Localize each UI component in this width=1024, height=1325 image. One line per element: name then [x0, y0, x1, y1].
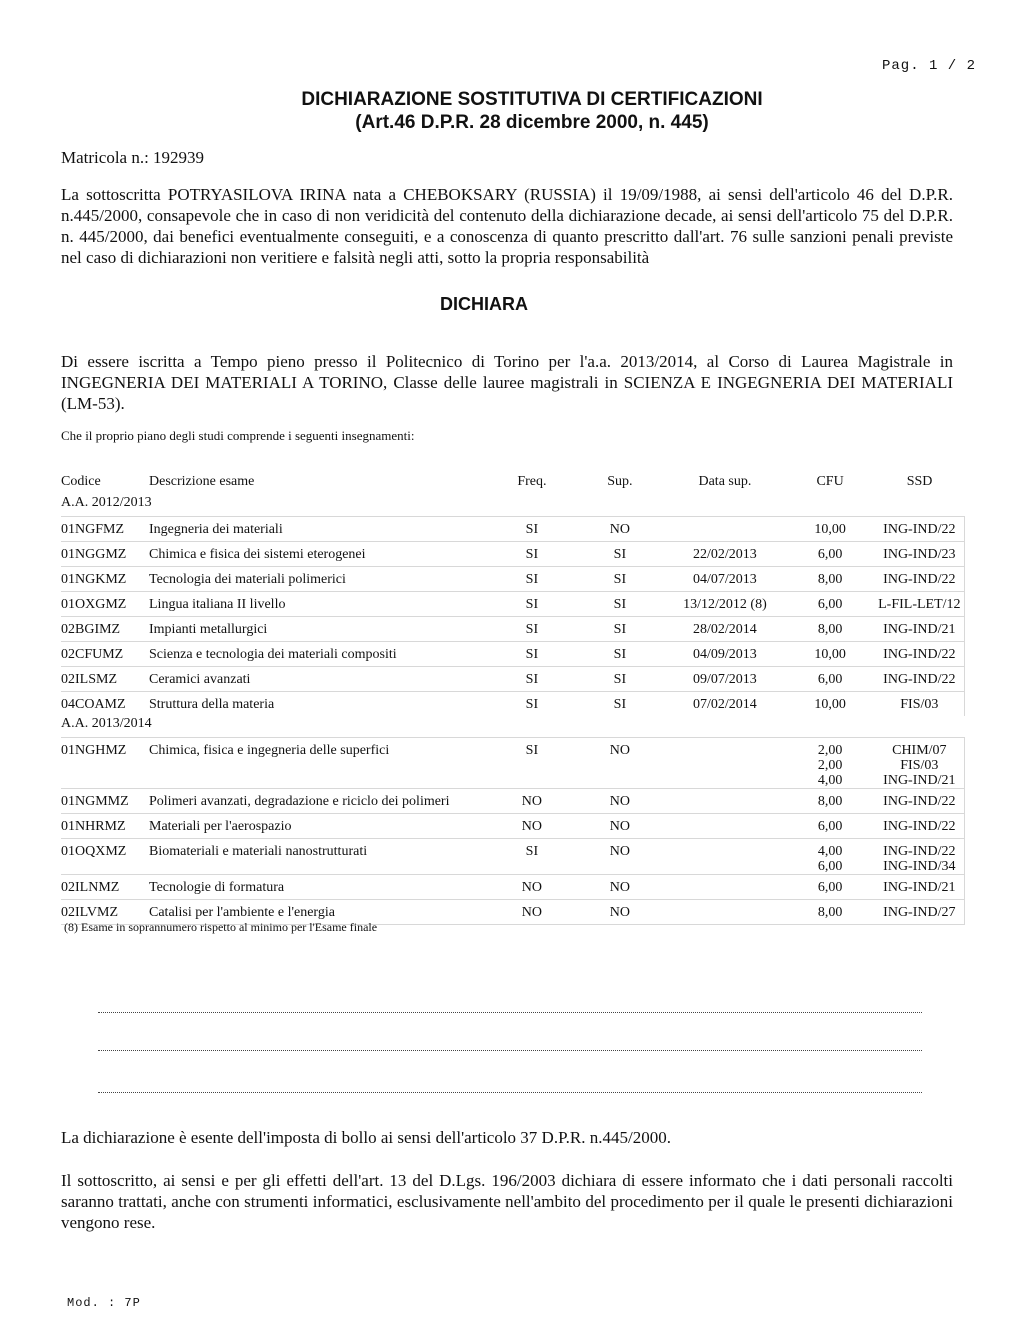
matricola-number: Matricola n.: 192939: [61, 148, 205, 167]
header-ssd: SSD: [906, 474, 933, 489]
title-line-1: DICHIARAZIONE SOSTITUTIVA DI CERTIFICAZIONI: [301, 89, 763, 110]
course-description: Biomateriali e materiali nanostrutturati: [149, 839, 488, 875]
course-frequency: SI: [488, 642, 575, 667]
ssd-value: L-FIL-LET/12: [878, 597, 961, 612]
course-ssd: [875, 592, 965, 617]
course-description: Struttura della materia: [149, 692, 488, 717]
course-ssd: [875, 567, 965, 592]
course-ssd: [875, 814, 965, 839]
academic-year-label: A.A. 2013/2014: [61, 716, 152, 731]
ssd-value: ING-IND/21: [883, 880, 956, 895]
course-ssd: [875, 642, 965, 667]
course-exam-date: 09/07/2013: [664, 667, 785, 692]
footnote: (8) Esame in soprannumero rispetto al minimo per l'Esame finale: [64, 920, 378, 934]
course-row: [61, 592, 965, 617]
academic-year-label: A.A. 2012/2013: [61, 495, 152, 510]
course-cfu: [786, 567, 875, 592]
ssd-value: ING-IND/27: [883, 905, 956, 920]
page-number: Pag. 1 / 2: [881, 58, 976, 74]
course-description: Materiali per l'aerospazio: [149, 814, 488, 839]
stamp-duty-exemption: La dichiarazione è esente dell'imposta di bollo ai sensi dell'articolo 37 D.P.R. n.445/2000.: [61, 1128, 671, 1147]
course-frequency: SI: [488, 592, 575, 617]
course-cfu: [786, 738, 875, 789]
course-ssd: [875, 517, 965, 542]
course-frequency: SI: [488, 692, 575, 717]
course-passed: SI: [575, 567, 664, 592]
cfu-value: 10,00: [814, 522, 846, 537]
cfu-value: 8,00: [817, 572, 843, 587]
course-ssd: [875, 667, 965, 692]
course-code: 02BGIMZ: [61, 617, 149, 642]
title-line-2: (Art.46 D.P.R. 28 dicembre 2000, n. 445): [355, 112, 709, 133]
course-row: [61, 617, 965, 642]
course-cfu: [786, 814, 875, 839]
course-ssd: [875, 542, 965, 567]
cfu-value: 6,00: [817, 819, 843, 834]
course-code: 01NGMMZ: [61, 789, 149, 814]
course-exam-date: 07/02/2014: [664, 692, 785, 717]
study-plan-intro: Che il proprio piano degli studi comprende i seguenti insegnamenti:: [61, 428, 415, 443]
course-code: 01NGKMZ: [61, 567, 149, 592]
course-exam-date: 04/09/2013: [664, 642, 785, 667]
module-code: Mod. : 7P: [67, 1296, 141, 1310]
cfu-value: 6,00: [817, 547, 843, 562]
course-exam-date: [664, 789, 785, 814]
course-row: [61, 517, 965, 542]
course-frequency: SI: [488, 667, 575, 692]
course-code: 01NGGMZ: [61, 542, 149, 567]
course-row: [61, 738, 965, 789]
course-row: [61, 814, 965, 839]
ssd-value: ING-IND/34: [883, 859, 956, 874]
course-row: [61, 875, 965, 900]
course-frequency: SI: [488, 517, 575, 542]
course-cfu: [786, 617, 875, 642]
course-ssd: [875, 900, 965, 925]
course-passed: NO: [575, 738, 664, 789]
declaration-paragraph: La sottoscritta POTRYASILOVA IRINA nata a CHEBOKSARY (RUSSIA) il 19/09/1988, ai sensi dell'articolo 46 del D.P.R. n.445/2000, consapevole che in caso di non veridicità del contenuto della dichiarazione decade, ai sensi dell'articolo 75 del D.P.R. n. 445/2000, dai benefici eventualmente conseguiti, e a conoscenza di quanto prescritto dall'art. 76 sulle sanzioni penali previste nel caso di dichiarazioni non veritiere e falsità negli atti, sotto la propria responsabilità: [61, 185, 953, 267]
course-cfu: [786, 642, 875, 667]
course-ssd: [875, 839, 965, 875]
course-exam-date: [664, 900, 785, 925]
course-passed: SI: [575, 542, 664, 567]
course-passed: NO: [575, 875, 664, 900]
course-description: Ceramici avanzati: [149, 667, 488, 692]
course-passed: NO: [575, 839, 664, 875]
cfu-value: 10,00: [814, 697, 846, 712]
course-frequency: NO: [488, 900, 575, 925]
course-frequency: NO: [488, 789, 575, 814]
course-cfu: [786, 692, 875, 717]
cfu-value: 6,00: [817, 880, 843, 895]
privacy-paragraph: Il sottoscritto, ai sensi e per gli effetti dell'art. 13 del D.Lgs. 196/2003 dichiara di essere informato che i dati personali raccolti saranno trattati, anche con strumenti informatici, esclusivamente nell'ambito del procedimento per il quale le presenti dichiarazioni vengono rese.: [61, 1171, 953, 1232]
course-exam-date: 22/02/2013: [664, 542, 785, 567]
cfu-value: 2,00: [817, 743, 843, 758]
course-exam-date: [664, 517, 785, 542]
ssd-value: ING-IND/21: [883, 622, 956, 637]
course-code: 04COAMZ: [61, 692, 149, 717]
courses-table: [61, 474, 965, 925]
header-cfu: CFU: [816, 474, 844, 489]
document-title: [0, 88, 1024, 134]
course-passed: NO: [575, 814, 664, 839]
course-code: 01OQXMZ: [61, 839, 149, 875]
cfu-value: 6,00: [817, 672, 843, 687]
courses-table-body: [61, 495, 965, 925]
course-code: 02ILVMZ: [61, 900, 149, 925]
course-description: Tecnologie di formatura: [149, 875, 488, 900]
course-exam-date: 04/07/2013: [664, 567, 785, 592]
cfu-value: 10,00: [814, 647, 846, 662]
course-ssd: [875, 875, 965, 900]
course-exam-date: [664, 875, 785, 900]
course-description: Ingegneria dei materiali: [149, 517, 488, 542]
course-description: Scienza e tecnologia dei materiali compositi: [149, 642, 488, 667]
signature-line-2: [98, 1050, 922, 1051]
course-frequency: SI: [488, 738, 575, 789]
course-exam-date: [664, 839, 785, 875]
header-description: Descrizione esame: [149, 474, 255, 489]
course-exam-date: [664, 814, 785, 839]
cfu-value: 2,00: [817, 758, 843, 773]
course-code: 02ILSMZ: [61, 667, 149, 692]
course-row: [61, 567, 965, 592]
course-cfu: [786, 592, 875, 617]
cfu-value: 4,00: [817, 844, 843, 859]
academic-year-row: [61, 495, 965, 517]
ssd-value: ING-IND/22: [883, 647, 956, 662]
course-exam-date: [664, 738, 785, 789]
course-passed: NO: [575, 789, 664, 814]
course-code: 01NHRMZ: [61, 814, 149, 839]
course-ssd: [875, 617, 965, 642]
course-description: Catalisi per l'ambiente e l'energia: [149, 900, 488, 925]
course-row: [61, 542, 965, 567]
course-frequency: SI: [488, 542, 575, 567]
header-frequency: Freq.: [517, 474, 547, 489]
course-cfu: [786, 667, 875, 692]
header-code: Codice: [61, 474, 101, 489]
ssd-value: ING-IND/21: [883, 773, 956, 788]
course-description: Polimeri avanzati, degradazione e riciclo dei polimeri: [149, 789, 488, 814]
course-description: Lingua italiana II livello: [149, 592, 488, 617]
course-cfu: [786, 542, 875, 567]
course-frequency: SI: [488, 567, 575, 592]
cfu-value: 4,00: [817, 773, 843, 788]
course-cfu: [786, 517, 875, 542]
academic-year-row: [61, 716, 965, 738]
signature-line-1: [98, 1012, 922, 1013]
ssd-value: ING-IND/22: [883, 794, 956, 809]
course-ssd: [875, 692, 965, 717]
course-frequency: NO: [488, 875, 575, 900]
course-row: [61, 667, 965, 692]
course-description: Chimica, fisica e ingegneria delle superfici: [149, 738, 488, 789]
course-description: Tecnologia dei materiali polimerici: [149, 567, 488, 592]
course-row: [61, 789, 965, 814]
cfu-value: 8,00: [817, 905, 843, 920]
cfu-value: 6,00: [817, 859, 843, 874]
course-passed: SI: [575, 642, 664, 667]
signature-line-3: [98, 1092, 922, 1093]
course-code: 01OXGMZ: [61, 592, 149, 617]
ssd-value: CHIM/07: [892, 743, 947, 758]
course-ssd: [875, 738, 965, 789]
course-cfu: [786, 789, 875, 814]
course-passed: SI: [575, 592, 664, 617]
table-header-row: [61, 474, 965, 495]
cfu-value: 6,00: [817, 597, 843, 612]
course-exam-date: 13/12/2012 (8): [664, 592, 785, 617]
ssd-value: ING-IND/22: [883, 672, 956, 687]
course-frequency: SI: [488, 617, 575, 642]
enrolment-paragraph: Di essere iscritta a Tempo pieno presso il Politecnico di Torino per l'a.a. 2013/2014, al Corso di Laurea Magistrale in INGEGNERIA DEI MATERIALI A TORINO, Classe delle lauree magistrali in SCIENZA E INGEGNERIA DEI MATERIALI (LM-53).: [61, 352, 953, 413]
course-passed: NO: [575, 900, 664, 925]
course-cfu: [786, 900, 875, 925]
ssd-value: ING-IND/22: [883, 572, 956, 587]
course-frequency: NO: [488, 814, 575, 839]
ssd-value: ING-IND/22: [883, 844, 956, 859]
course-passed: NO: [575, 517, 664, 542]
ssd-value: ING-IND/22: [883, 522, 956, 537]
ssd-value: ING-IND/23: [883, 547, 956, 562]
course-code: 01NGHMZ: [61, 738, 149, 789]
course-passed: SI: [575, 667, 664, 692]
course-code: 02ILNMZ: [61, 875, 149, 900]
course-ssd: [875, 789, 965, 814]
course-exam-date: 28/02/2014: [664, 617, 785, 642]
course-passed: SI: [575, 617, 664, 642]
dichiara-heading: DICHIARA: [440, 294, 528, 314]
course-row: [61, 839, 965, 875]
course-passed: SI: [575, 692, 664, 717]
course-cfu: [786, 875, 875, 900]
course-description: Chimica e fisica dei sistemi eterogenei: [149, 542, 488, 567]
course-cfu: [786, 839, 875, 875]
course-row: [61, 642, 965, 667]
header-passed: Sup.: [607, 474, 633, 489]
course-code: 02CFUMZ: [61, 642, 149, 667]
course-row: [61, 692, 965, 717]
course-description: Impianti metallurgici: [149, 617, 488, 642]
cfu-value: 8,00: [817, 794, 843, 809]
header-date: Data sup.: [698, 474, 752, 489]
ssd-value: FIS/03: [900, 697, 939, 712]
cfu-value: 8,00: [817, 622, 843, 637]
course-frequency: SI: [488, 839, 575, 875]
ssd-value: ING-IND/22: [883, 819, 956, 834]
course-code: 01NGFMZ: [61, 517, 149, 542]
ssd-value: FIS/03: [900, 758, 939, 773]
